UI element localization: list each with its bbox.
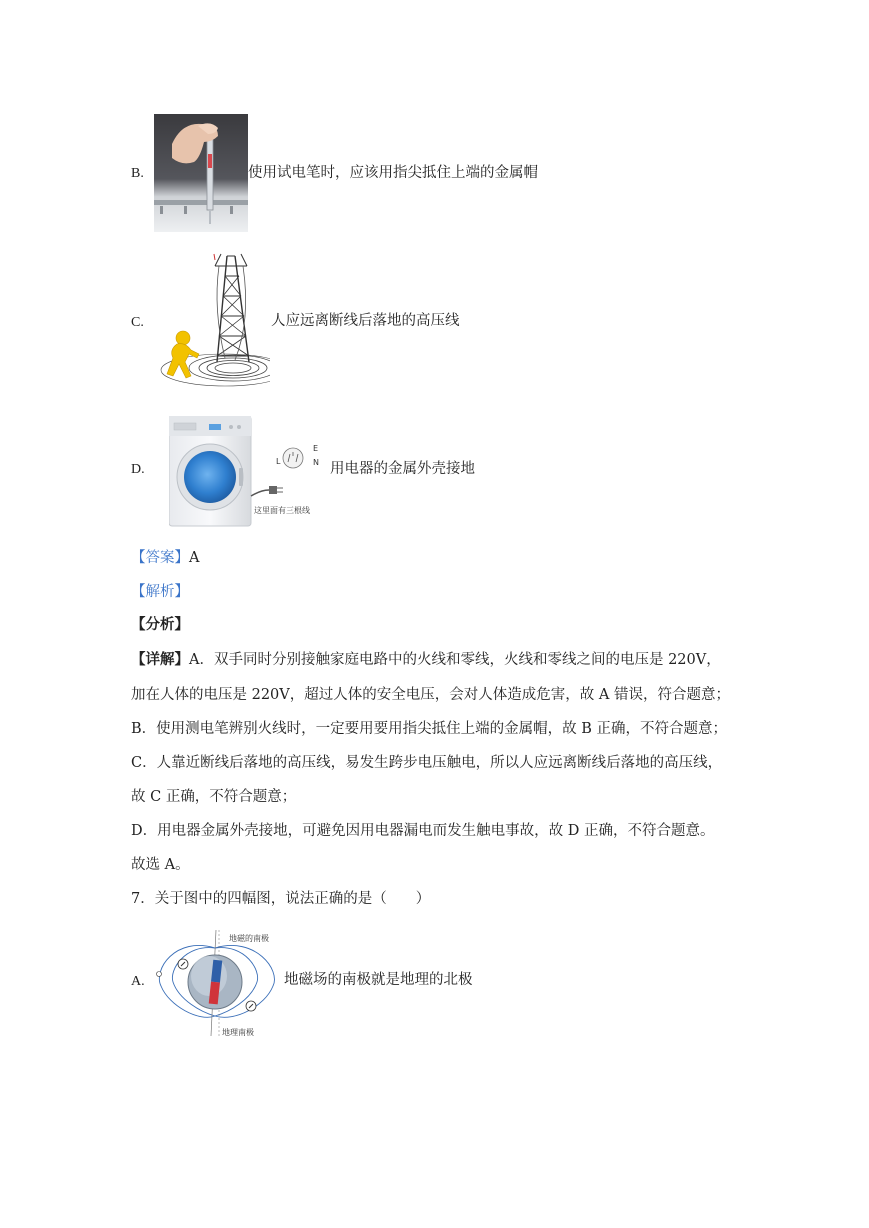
option-b-text: 使用试电笔时，应该用指尖抵住上端的金属帽 [248,165,538,181]
detail-line-4: C．人靠近断线后落地的高压线，易发生跨步电压触电，所以人应远离断线后落地的高压线， [131,755,723,771]
option-c-text: 人应远离断线后落地的高压线 [271,313,460,329]
detail-line-2: 加在人体的电压是 220V，超过人体的安全电压，会对人体造成危害，故 A 错误，符合题意； [131,687,730,703]
detail-line-3: B．使用测电笔辨别火线时，一定要用要用指尖抵住上端的金属帽，故 B 正确，不符合题意； [131,721,728,737]
answer-line [131,546,199,567]
question-7-stem: 7．关于图中的四幅图，说法正确的是（ ） [131,891,431,907]
detail-line-5: 故 C 正确，不符合题意； [131,789,297,805]
detail-line-7: 故选 A。 [131,857,190,873]
detail-line-1 [131,648,721,669]
option-b-letter: B. [131,166,144,181]
option-d-letter: D. [131,462,145,477]
option-a-letter: A. [131,974,145,989]
fenxi-label: 【分析】 [131,616,189,633]
answer-value: A [189,550,200,566]
socket-caption: 这里面有三根线 [254,506,310,515]
socket-label-n: N [313,458,319,467]
figure-label-bottom: 地理南极 [222,1028,254,1037]
detail-label: 【详解】 [131,651,189,668]
socket-label-e: E [313,444,319,453]
test-pen-photo [154,114,248,232]
option-d-text: 用电器的金属外壳接地 [330,461,475,477]
high-voltage-tower-figure [155,250,270,390]
detail-line-6: D．用电器金属外壳接地，可避免因用电器漏电而发生触电事故，故 D 正确，不符合题意。 [131,823,715,839]
geomagnetic-field-figure [155,930,283,1036]
figure-label-top: 地磁的南极 [229,934,269,943]
analysis-label: 【解析】 [131,584,189,600]
option-c-letter: C. [131,315,144,330]
socket-label-l: L [276,457,281,466]
option-a-text: 地磁场的南极就是地理的北极 [284,972,473,988]
answer-label: 【答案】 [131,550,189,566]
detail-text-1: A．双手同时分别接触家庭电路中的火线和零线，火线和零线之间的电压是 220V， [189,652,721,668]
